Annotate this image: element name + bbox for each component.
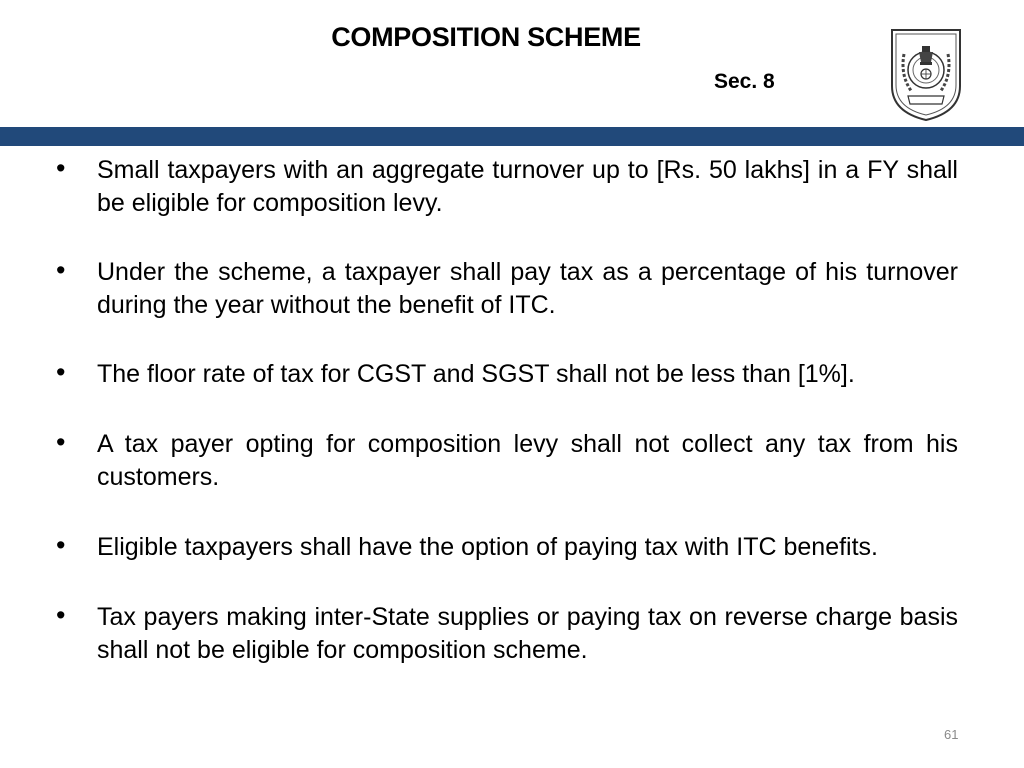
bullet-marker: • (56, 153, 66, 183)
list-item (56, 358, 958, 391)
bullet-text: Under the scheme, a taxpayer shall pay tax as a percentage of his turnover during the year without the benefit of ITC. (97, 258, 958, 319)
list-item (56, 428, 958, 494)
bullet-text: Eligible taxpayers shall have the option of paying tax with ITC benefits. (97, 533, 878, 561)
bullet-list (56, 154, 958, 667)
page-number: 61 (944, 727, 959, 742)
bullet-marker: • (56, 357, 66, 387)
list-item (56, 531, 958, 564)
slide-title: COMPOSITION SCHEME (331, 22, 641, 52)
bullet-text: Tax payers making inter-State supplies or paying tax on reverse charge basis shall not be eligible for composition scheme. (97, 603, 958, 664)
list-item (56, 154, 958, 220)
list-item (56, 256, 958, 322)
section-reference: Sec. 8 (714, 70, 775, 93)
bullet-marker: • (56, 255, 66, 285)
bullet-marker: • (56, 427, 66, 457)
header-divider-bar (0, 127, 1024, 146)
list-item (56, 601, 958, 667)
customs-emblem-icon (886, 24, 966, 124)
bullet-text: A tax payer opting for composition levy shall not collect any tax from his customers. (97, 430, 958, 491)
bullet-text: The floor rate of tax for CGST and SGST shall not be less than [1%]. (97, 360, 855, 388)
bullet-marker: • (56, 600, 66, 630)
bullet-text: Small taxpayers with an aggregate turnover up to [Rs. 50 lakhs] in a FY shall be eligible for composition levy. (97, 156, 958, 217)
bullet-marker: • (56, 530, 66, 560)
